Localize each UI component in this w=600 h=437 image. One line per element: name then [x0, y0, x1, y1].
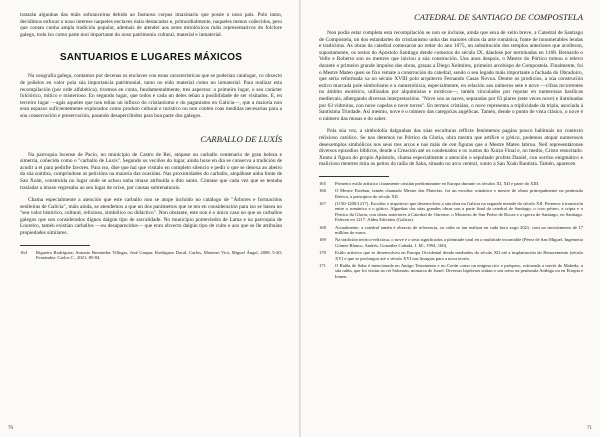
footnote-number: 170 — [319, 249, 326, 255]
catedral-paragraph-1: Non podía estar completa esta recompilación se non se incluíse, ainda que sexa de xeito breve, a Catedral de Santiago de Compostela, un dos estandartes do cristianismo unha das maiores obras da arte románica, fonte de innumerables lendas e tradicións. As obras da catedral comezaron ao redor do ano 1075, un substitución dos templos anteriores que acolleron, supostamente, os restos do Apóstolo Santiago dende comezos do século IX, dándose por terminadas en 1168. Bernardo o Vello e Roberto son os mestres que iniciou a súa construción. Uns anos despois, o Mestre do Pórtico tomou o relevo durante o primeiro grande impulso das obras, grazas a Diego Xelmírez, primeiro arcebispo de Compostela. Finalmente, foi o Mestre Mateo quen se fixo remate a construción da catedral, sendo o seu legado máis importante a fachada do Obradoiro, que sería reformada xa no século XVIII polo arquitecto Fernando Casas Novoa. Dentre os prodixios, a súa construción estivo marcada pole simbolismo e a numerolóxía, especialmente, en relación aos números sete e nove —cifras recorrentes no ámbito esotérico, utilizadas por alquimistas e místicos—, tamén vinculados por reputar en numerosas basílicas medievais, albergando diversas interpretacións. "Nove son as naves, separadas por 63 piares (sete veces nove) e iluminadas por 63 vidreiras, con nove capelas e nove torres". En termos cristiáns, o nove representa a triplicidade da tripla, asociada á Santísima Trindade. Así mesmo, nove é o número das categorías angélicas. Tamén, dende o punto de vista clásico, o nove é o número das musas e do saber. — [319, 30, 583, 122]
santuarios-paragraph: Na xeografía galega, contamos por decenas os enclaves con estas características que se poderían catalogar, co obxecto de poñelos en valor pola súa importancia patrimonial, tanto no eido material como no inmaterial. Para realizar esta recompilación (por orde alfabética), tivemos en conta, fundamentalmente, tres aspectos: o primeiro lugar, o seu carácter folclórico, mítico e misterioso. En segundo lugar, que todos e cada un deles teñan a posibilidade de ser visitados. E, en terceiro lugar —agás aqueles que non teñan un influxo do cristianismo e do paganismo en Galicia—, que a maioría non eran espazos suficientemente explorados como produto cultural e turístico ou non conten coas medidas necesarias para a súa conservación e preservación, pasando desapercibidos para boa parte dos galegos. — [20, 73, 282, 119]
footnote-number: 164 — [20, 249, 27, 255]
right-page — [301, 0, 600, 437]
footnote-text: Actualmente, a catedral tamén é obxecto de referencia, xa cales se tan realizar en cada hora xogo 2021, com un investimento de 17 millóns de euros. — [335, 224, 583, 236]
left-page — [0, 0, 299, 437]
page-number-right: 71 — [587, 426, 592, 431]
footnote — [319, 225, 583, 236]
footnote-text: O Mestre Esteban, tamén chamado Mestre das Platerías, foi un escultor románico e mestre de obras principalmente na península Ibérica, a principios do século XII. — [335, 187, 583, 199]
footnote-text: Estilo artístico que se desenvolveu en Europa Occidental dende mediados do século XII até a implantación do Renacemento (século XV) e que se prolongou até o século XVI nas liturgias para a nova teoría. — [335, 249, 583, 261]
footnote — [319, 237, 583, 248]
footnote-divider — [319, 176, 389, 177]
section-heading-santuarios: SANTUARIOS E LUGARES MÁXICOS — [59, 52, 243, 64]
footnote-number: 167 — [319, 200, 326, 206]
footnote — [319, 263, 583, 280]
right-text-column — [319, 12, 583, 281]
catedral-paragraph-2: Pola súa vez, a simbololía dalgunhas das súas esculturas reflicte fenómenos pagáns pouco habituais no contexto relixioso católico. Se nos detemos no Pórtico da Gloria, obra mestra que artífice o gótico, podemos atopar numerosos desexemplos simbólicos nos seus tres arcos e nas máis de cen figuras que o Mestre Mateo labrou. Neil representáronse diversos episodios bíblicos, dende a Creación até os condenados e os xustos do Xuízo Final e, no medio, Cristo resucitado. Xunto á figura do propio Apóstolo, chama especialmente a atención o sepultado profeta Daniel, cun sorriso enigmático e malicioso mentres mira os peitos da raíña de Saba, situado no arco central, xunto a San Xoán Bautista. Tamén, aparecen — [319, 128, 583, 168]
footnote — [319, 201, 583, 223]
footnote-number: 169 — [319, 237, 326, 243]
left-text-column — [20, 12, 282, 262]
footnote — [319, 188, 583, 199]
footnote-divider — [20, 245, 90, 246]
footnote-text: Rigueiro Rodríguez, Antonio Bernárdez Villegas, José Gaspar, Rodríguez Dacal, Carlos, Montero Vioi, Miguel Ángel, 2008, 5-20; Fernández, Carlos C., 2021, 85-84. — [36, 249, 282, 261]
carballo-paragraph-1: Na parroquia lucense de Pacio, no municipio de Castro de Rei, atópase un carballo centenario de gran beleza e simetría, coñecido como o "carballo de Luxís". Segundo os veciños do lugar, ainda hoxe en día se conserva a tradición de acudir a el para pedirlle favores. Para iso, dise que hai que visitalo en completo silencio e pedir o que se desexa ao abeiro da súa sombra, cumprindose as peticións na maioría das ocasións. Nas proximidades do carballo, atopábase unha fonte de San Xoán, construída no lugar onde se achou unha imaxe atribuída a dito santo. Cóntase que cada vez que se tentaba trasladar a imaxe regresaba ao seu lugar de orixe, por causas sobrenaturais. — [20, 151, 282, 191]
footnote — [319, 250, 583, 261]
footnote-text: O Raíña de Saba é mencionada no Antigo Testamento e no Corán como un enigma rico e próspero, esforzada a través de Makeda, a súa raíña, que foi visitar ao rei Salomón, monarca de Israel. Diversas hipóteses sitúan o seu reino na península Arábiga ou en Etiopía e Iemen. — [335, 262, 583, 279]
footnote — [319, 181, 583, 187]
footnote-text: Na tradición teórico-relixiosa, o nove e o seus significados a plenitude total en a multitude incontable (Pérez de San Miguel, Ingemertz Gómez Blanco, Andrés, González Cañada, J. M., 1994, 160). — [335, 237, 583, 248]
footnote-number: 171 — [319, 262, 326, 268]
footnote — [20, 250, 282, 261]
footnote-number: 165 — [319, 180, 326, 186]
subheading-carballo-de-luxis: CARBALLO DE LUXÍS — [200, 133, 282, 144]
intro-paragraph: tratarán algunhas das máis sobranceiras debido ao fastuoso corpus imaxinario que posúe o noso país. Polo tanto, decidimos enfocar o noso interese naqueles enclaves máis destacados e, primordialmente, naqueles menos coñecidos, pero que contan cunha ampla tradición popular, ademais de atender aos seres mitolóxicos máis representativos do folclore galego, todo iso como parte moi importante do noso patrimonio cultural, material e inmaterial. — [20, 12, 282, 38]
footnote-number: 166 — [319, 187, 326, 193]
subheading-catedral-santiago: CATEDRAL DE SANTIAGO DE COMPOSTELA — [413, 12, 583, 22]
page-number-left: 70 — [8, 426, 13, 431]
carballo-paragraph-2: Chama especialmente a atención que este carballo non se atope incluído no catálogo de "Árbores e formacións senlleiras de Galicia", máis ainda, se atendemos a que un dos parámetros que se ten en consideración para iso se basea no "seu valor histórico, cultural, relixioso, simbólico ou didáctico". Non obstante, este non é o único caso no que os carballos galegos que son considerados dignos dalgún tipo de sacralidade. No municipio ponteviedra de Lama e na parroquia de Loureiro, tamén existían carballos —ou desaparecidos— que eran obxecto dalgún tipo de culto e aos que se lle atribuían propiedades similares. — [20, 197, 282, 237]
footnote-text: Primeiro estilo artístico claramente cristián predominante en Europa durante os séculos XI, XII e parte do XIII. — [335, 180, 540, 186]
footnote-number: 168 — [319, 224, 326, 230]
footnote-text: (1150-1200/1217). Escultor e arquitecto que desenvolveu a súa obra en Galicia na segunda metade do século XII. Pertence á transición entre o románico e o gótico. Algunhas das súas grandes obras son a parte final da catedral de Santiago, o coro pétreo, a cripta e o Pórtico da Gloria, con obras anteriores á Catedral de Ourense, o Mosteiro de San Pedro de Rocas e a igrexa de Santiago, en Santiago. Faleceu en 1217. Aldea Edicións (Galicia). — [335, 200, 583, 223]
